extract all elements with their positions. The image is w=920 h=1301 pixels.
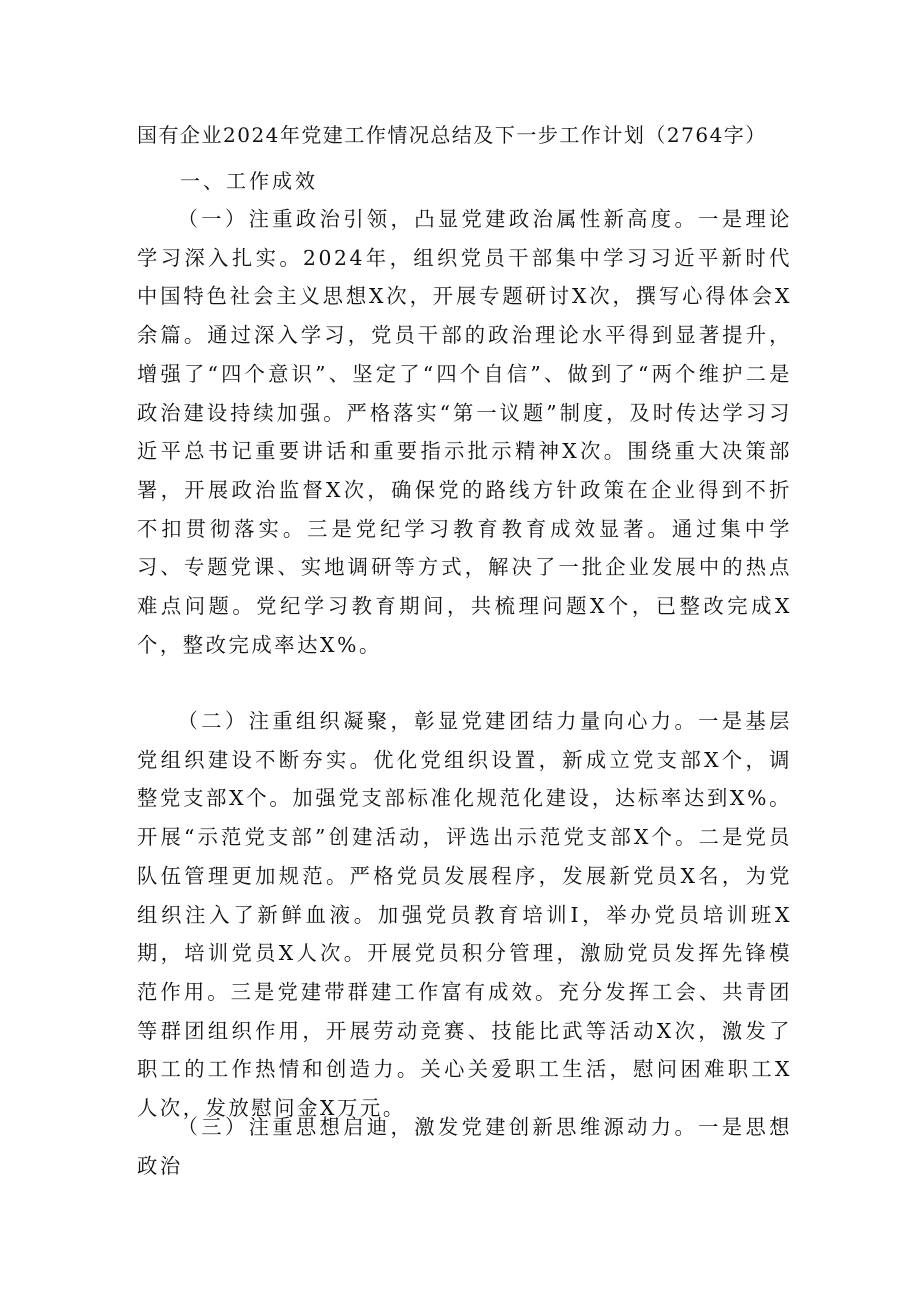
paragraph-ideological-inspiration: （三）注重思想启迪，激发党建创新思维源动力。一是思想政治 [137,1115,792,1178]
paragraph-organization-cohesion: （二）注重组织凝聚，彰显党建团结力量向心力。一是基层党组织建设不断夯实。优化党组织设置，新成立党支部X个，调整党支部X个。加强党支部标准化规范化建设，达标率达到X%。开展“示范党支部”创建活动，评选出示范党支部X个。二是党员队伍管理更加规范。严格党员发展程序，发展新党员X名，为党组织注入了新鲜血液。加强党员教育培训I，举办党员培训班X期，培训党员X人次。开展党员积分管理，激励党员发挥先锋模范作用。三是党建带群建工作富有成效。充分发挥工会、共青团等群团组织作用，开展劳动竞赛、技能比武等活动X次，激发了职工的工作热情和创造力。关心关爱职工生活，慰问困难职工X人次，发放慰问金X万元。 [137,709,792,1121]
paragraph-political-guidance: （一）注重政治引领，凸显党建政治属性新高度。一是理论学习深入扎实。2024年，组织党员干部集中学习习近平新时代中国特色社会主义思想X次，开展专题研讨X次，撰写心得体会X余篇。通过深入学习，党员干部的政治理论水平得到显著提升，增强了“四个意识”、坚定了“四个自信”、做到了“两个维护二是政治建设持续加强。严格落实“第一议题”制度，及时传达学习习近平总书记重要讲话和重要指示批示精神X次。围绕重大决策部署，开展政治监督X次，确保党的路线方针政策在企业得到不折不扣贯彻落实。三是党纪学习教育教育成效显著。通过集中学习、专题党课、实地调研等方式，解决了一批企业发展中的热点难点问题。党纪学习教育期间，共梳理问题X个，已整改完成X个，整改完成率达X%。 [137,207,792,657]
document-title: 国有企业2024年党建工作情况总结及下一步工作计划（2764字） [137,123,767,147]
section-heading: 一、工作成效 [180,169,318,193]
